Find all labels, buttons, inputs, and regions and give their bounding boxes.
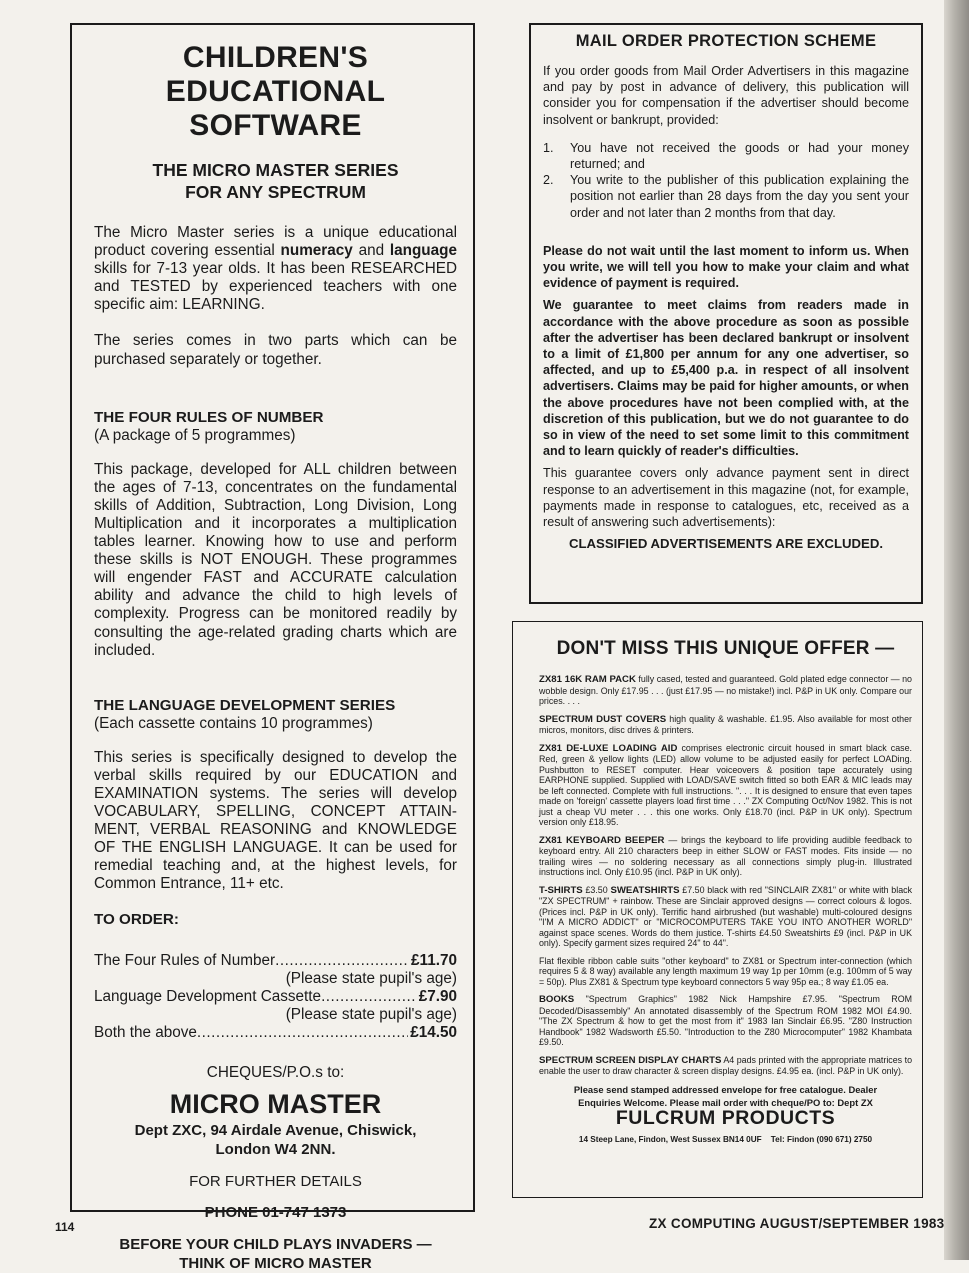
order-item-label: Language Development Cassette (94, 988, 322, 1006)
offer-item (539, 743, 912, 828)
offer-footer-line: Please send stamped addressed envelope for free catalogue. Dealer (573, 1083, 878, 1095)
offer-item-text: £3.50 (585, 884, 608, 895)
subtitle-line: THE MICRO MASTER SERIES (152, 160, 399, 180)
offer-item-heading: ZX81 KEYBOARD BEEPER (539, 834, 665, 846)
mail-order-paragraph: We guarantee to meet claims from readers made in accordance with the above procedure as soon as possible after the advertiser has been declared bankrupt or insolvent to a limit of £1,800 per annum for any one advertiser, so affected, and up to £5,400 p.a. in respect of all insolvent advertisers. Claims may be paid for higher amounts, or when the above procedures have not been complied with, at the discretion of this publication, but we do not guarantee to do so in view of the need to set some limit to this commitment and to learn quickly of reader's difficulties. (543, 298, 909, 459)
order-item-price: £14.50 (410, 1024, 457, 1042)
subtitle-line: FOR ANY SPECTRUM (185, 182, 366, 202)
tagline-line: THINK OF MICRO MASTER (179, 1255, 372, 1273)
page-number: 114 (55, 1220, 75, 1234)
cheques-label: CHEQUES/P.O.s to: (206, 1064, 345, 1082)
offer-item-text: £7.50 black with red "SINCLAIR ZX81" or white with black "ZX SPECTRUM" + rainbow. These are Sinclair approved designs — correct colours & logos. (Prices incl. P&P in UK only). Terrific hand airbrushed (but washable) multi-coloured designs "I'M A MICRO ADDICT" or "MICROCOMPUTERS TAKE YOU INTO ANOTHER WORLD" against space scenes. Words do them justice. T-shirts £4.50 Sweatshirts £9 (incl. P&P in UK only). Specify garment sizes required 24" to 44". (539, 884, 913, 948)
condition-item (543, 172, 909, 221)
address-text: 14 Steep Lane, Findon, West Sussex BN14 0UF (578, 1134, 762, 1144)
tagline-line: BEFORE YOUR CHILD PLAYS INVADERS — (119, 1236, 432, 1254)
intro-paragraph-2: The series comes in two parts which can be purchased separately or together. (94, 332, 457, 368)
section-body: This series is specifically designed to develop the verbal skills required by our EDUCATION and EXAMINATION systems. The series will develop VOCABULARY, SPELLING, CONCEPT ATTAIN-MENT, VERBAL REASONING and KNOWLEDGE OF THE ENGLISH LANGUAGE. It can be used for remedial teaching and, at the highest levels, for Common Entrance, 11+ etc. (94, 748, 457, 893)
offer-item (539, 956, 912, 988)
offer-title: DON'T MISS THIS UNIQUE OFFER — (556, 638, 895, 659)
advert-title (94, 41, 457, 143)
micro-master-advert (70, 23, 475, 1273)
mail-order-intro: If you order goods from Mail Order Advertisers in this magazine and pay by post in advance of delivery, this publication will consider you for compensation if the advertiser should become insolvent or bankrupt, provided: (543, 64, 909, 127)
offer-item-heading: T-SHIRTS (539, 884, 583, 896)
title-line: SOFTWARE (189, 109, 362, 142)
fulcrum-offer-box (512, 621, 923, 1198)
section-body: This package, developed for ALL children between the ages of 7-13, concentrates on the fundamental skills of Addition, Subtraction, Long Division, Long Multiplication and it incorporates a multiplication tables learner. Knowing how to use and perform these skills is NOT ENOUGH. These programmes will engender FAST and ACCURATE calculation ability and advance the child to high levels of complexity. Progress can be monitored readily by consulting the age-related grading charts which are included. (94, 460, 457, 659)
offer-item-text: fully cased, tested and guaranteed. Gold plated edge connector — no wobble design. Only £17.95 . . . (just £17.95 — no mistake!) incl. P&P in UK only. Compare our prices. . . . (539, 674, 912, 706)
order-item-label: The Four Rules of Number (94, 952, 276, 970)
order-list (94, 952, 457, 1042)
order-item-price: £11.70 (411, 952, 457, 970)
offer-item-text: A4 pads printed with the appropriate matrices to enable the user to draw character & screen display designs. £4.95 ea. (incl. P&P in UK only). (539, 1054, 913, 1076)
offer-item-heading: SPECTRUM SCREEN DISPLAY CHARTS (539, 1054, 722, 1066)
offer-item-text: comprises electronic circuit housed in smart black case. Red, green & yellow lights (LED) allow volume to be adjusted easily for perfect LOADing. Pushbutton to RESET computer. Hear voiceovers & position tape accurately using EARPHONE supplied. Supplied with LOAD/SAVE switch fitted so both EAR & MIC leads may be left connected. Complete with full instructions. ". . . It is designed to ensure that even tapes made on 'foreign' cassette players load first time . . ." ZX Computing Oct/Nov 1982. This is not just a cheap VU meter . . . this one works. Only £18.70 (incl. P&P in UK only). Spectrum version only £18.95. (539, 742, 912, 827)
section-subheading: (A package of 5 programmes) (94, 426, 296, 444)
offer-item-text: "Spectrum Graphics" 1982 Nick Hampshire £7.95. "Spectrum ROM Decoded/Disassembly" An annotated disassembly of the Spectrum ROM 1982 MOI £4.90. "The ZX Spectrum & how to get the most from it" 1983 Ian Sinclair £6.95. "Z80 Instruction Handbook" 1982 Wadsworth £5.50. "Introduction to the Z80 Microcomputer" 1982 Khambata £9.50. (539, 994, 912, 1047)
offer-footer-line: Enquiries Welcome. Please mail order with cheque/PO to: Dept ZX (578, 1096, 873, 1108)
intro-paragraph (94, 224, 457, 314)
leader-dots (321, 988, 417, 1006)
order-item-price: £7.90 (418, 988, 457, 1006)
intro-emphasis: numeracy (280, 242, 353, 260)
intro-text: skills for 7-13 year olds. It has been RESEARCHED and TESTED by experienced teachers with one specific aim: LEARNING. (94, 260, 457, 314)
offer-item-heading: ZX81 DE-LUXE LOADING AID (539, 742, 678, 754)
fulcrum-address (539, 1134, 912, 1146)
leader-dots (197, 1024, 408, 1042)
condition-number: 2. (543, 173, 554, 188)
offer-item-heading: BOOKS (539, 994, 575, 1005)
page-edge-shadow (944, 0, 969, 1260)
mail-order-title: MAIL ORDER PROTECTION SCHEME (575, 32, 877, 50)
phone-number: PHONE 01-747 1373 (204, 1204, 347, 1222)
order-item-note: (Please state pupil's age) (285, 970, 457, 988)
intro-text: and (358, 242, 385, 260)
magazine-footer: ZX COMPUTING AUGUST/SEPTEMBER 1983 (649, 1216, 945, 1231)
advert-subtitle (94, 159, 457, 203)
intro-text: The Micro Master series is a unique educational product covering essential (94, 224, 457, 260)
condition-item (543, 140, 909, 172)
order-item-label: Both the above (94, 1024, 197, 1042)
offer-item (539, 674, 912, 707)
address-line: London W4 2NN. (215, 1141, 336, 1159)
mail-order-paragraph: This guarantee covers only advance payment sent in direct response to an advertisement in this magazine (not, for example, payments made in response to catalogues, etc, received as a result of answering such advertisements): (543, 466, 909, 530)
telephone-text: Tel: Findon (090 671) 2750 (770, 1134, 873, 1144)
title-line: CHILDREN'S (182, 41, 369, 74)
offer-item (539, 885, 912, 949)
condition-text: You write to the publisher of this publication explaining the position not earlier than 28 days from the day you sent your order and not later than 2 months from that day. (570, 173, 909, 220)
mail-order-paragraph: Please do not wait until the last moment to inform us. When you write, we will tell you how to make your claim and what evidence of payment is required. (543, 243, 909, 291)
section-heading: THE LANGUAGE DEVELOPMENT SERIES (94, 696, 396, 714)
order-heading: TO ORDER: (94, 911, 179, 929)
offer-item-heading: SPECTRUM DUST COVERS (539, 713, 667, 725)
title-line: EDUCATIONAL (165, 75, 386, 108)
leader-dots (275, 952, 409, 970)
address-line: Dept ZXC, 94 Airdale Avenue, Chiswick, (134, 1122, 417, 1140)
offer-item-heading: SWEATSHIRTS (610, 884, 680, 896)
order-item (94, 952, 457, 970)
offer-item-text: high quality & washable. £1.95. Also available for most other micros, monitors, disc drives & printers. (539, 713, 913, 735)
order-item (94, 1024, 457, 1042)
order-item (94, 988, 457, 1006)
further-details-label: FOR FURTHER DETAILS (189, 1173, 362, 1191)
offer-item-text: Flat flexible ribbon cable suits "other keyboard" to ZX81 or Spectrum inter-connection (which requires 5 & 8 way) available any length maximum 19 way 1p per 10mm (e.g. 100mm of 5 way = 50p). Plus ZX81 & Spectrum type keyboard connectors 5 way 95p ea.; 8 way £1.05 ea. (539, 955, 912, 987)
offer-item (539, 835, 912, 878)
mail-order-protection-box (529, 23, 923, 604)
mail-order-footer: CLASSIFIED ADVERTISEMENTS ARE EXCLUDED. (568, 536, 884, 552)
condition-number: 1. (543, 140, 554, 155)
offer-item-text: — brings the keyboard to life providing audible feedback to keyboard entry. All 210 characters beep in either SLOW or FAST modes. Fits inside — no trailing wires — no soldering necessary as all connections simply plug-in. Illustrated instructions incl. Only £10.95 (incl. P&P in UK only). (539, 834, 912, 877)
intro-emphasis: language (389, 242, 458, 260)
condition-text: You have not received the goods or had your money returned; and (570, 140, 909, 172)
order-item-note: (Please state pupil's age) (285, 1006, 457, 1024)
company-name: MICRO MASTER (169, 1089, 382, 1120)
offer-item (539, 714, 912, 736)
section-subheading: (Each cassette contains 10 programmes) (94, 714, 373, 732)
fulcrum-company-name: FULCRUM PRODUCTS (615, 1106, 836, 1129)
offer-item (539, 1055, 912, 1077)
offer-item-heading: ZX81 16K RAM PACK (539, 674, 636, 685)
section-heading: THE FOUR RULES OF NUMBER (94, 408, 324, 426)
offer-item (539, 994, 912, 1048)
